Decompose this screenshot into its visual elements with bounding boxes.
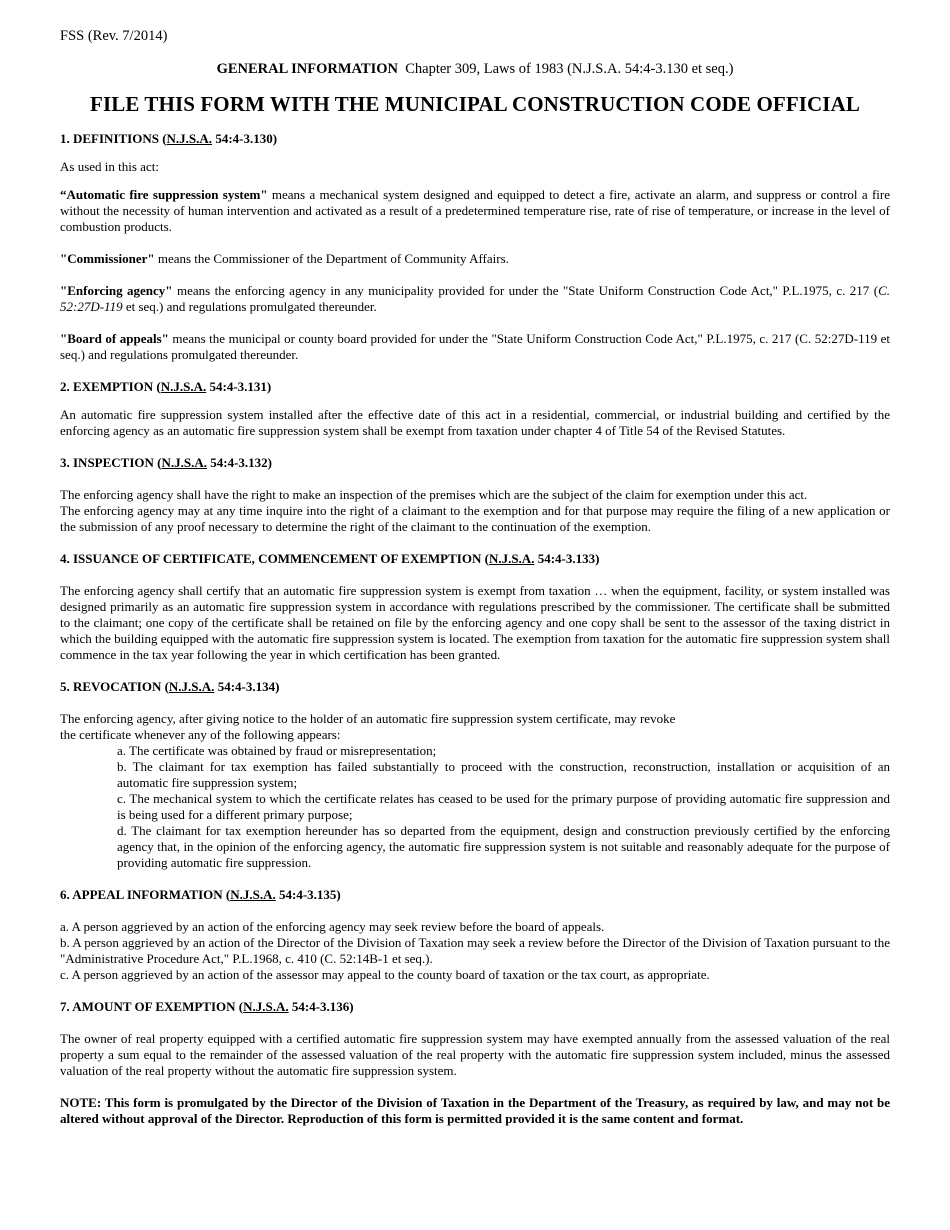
form-body <box>60 131 890 1127</box>
section-5-heading: 5. REVOCATION (N.J.S.A. 54:4-3.134) <box>60 679 280 694</box>
section-4-text: The enforcing agency shall certify that an automatic fire suppression system is exempt from taxation … when the equipment, facility, or system installed was designed primarily as an automatic fire suppression system in accordance with regulations prescribed by the commissioner. The certificate shall be submitted to the claimant; one copy of the certificate shall be retained on file by the enforcing agency and one copy shall be sent to the assessor of the taxing district in which the building equipped with the automatic fire suppression system is located. The exemption from taxation for the automatic fire suppression system shall commence in the tax year following the year in which certification has been granted. <box>60 583 890 662</box>
definition-commissioner: "Commissioner" means the Commissioner of the Department of Community Affairs. <box>60 251 509 266</box>
section-7-text: The owner of real property equipped with a certified automatic fire suppression system may have exempted annually from the assessed valuation of the real property a sum equal to the remainder of the assessed valuation of the real property with the automatic fire suppression system included, minus the assessed valuation of the real property without the automatic fire suppression system. <box>60 1031 890 1078</box>
section-3-line-2: The enforcing agency may at any time inquire into the right of a claimant to the exemption and for that purpose may require the filing of a new application or the submission of any proof necessary to determine the right of the claimant to the continuation of the exemption. <box>60 503 890 534</box>
note: NOTE: This form is promulgated by the Director of the Division of Taxation in the Department of the Treasury, as required by law, and may not be altered without approval of the Director. Reproduction of this form is permitted provided it is the same content and format. <box>60 1095 890 1126</box>
form-id: FSS (Rev. 7/2014) <box>60 28 168 44</box>
appeal-item-a: a. A person aggrieved by an action of the enforcing agency may seek review before the board of appeals. <box>60 919 605 934</box>
section-6-heading: 6. APPEAL INFORMATION (N.J.S.A. 54:4-3.135) <box>60 887 341 902</box>
section-3-line-1: The enforcing agency shall have the right to make an inspection of the premises which are the subject of the claim for exemption under this act. <box>60 487 808 502</box>
appeal-item-b: b. A person aggrieved by an action of the Director of the Division of Taxation may seek a review before the Director of the Division of Taxation pursuant to the "Administrative Procedure Act," P.L.1968, c. 410 (C. 52:14B-1 et seq.). <box>60 935 890 966</box>
section-1-heading: 1. DEFINITIONS (N.J.S.A. 54:4-3.130) <box>60 131 278 146</box>
revocation-item-a: a. The certificate was obtained by fraud or misrepresentation; <box>117 743 437 758</box>
general-information <box>0 61 950 77</box>
revocation-item-b: b. The claimant for tax exemption has failed substantially to proceed with the construction, reconstruction, installation or acquisition of an automatic fire suppression system; <box>117 759 890 790</box>
general-information-label: GENERAL INFORMATION <box>216 61 398 77</box>
appeal-item-c: c. A person aggrieved by an action of the assessor may appeal to the county board of taxation or the tax court, as appropriate. <box>60 967 710 982</box>
definition-enforcing-agency: "Enforcing agency" means the enforcing agency in any municipality provided for under the "State Uniform Construction Code Act," P.L.1975, c. 217 (C. 52:27D-119 et seq.) and regulations promulgated thereunder. <box>60 283 890 314</box>
general-information-text: Chapter 309, Laws of 1983 (N.J.S.A. 54:4-3.130 et seq.) <box>405 61 734 77</box>
definition-board-of-appeals: "Board of appeals" means the municipal or county board provided for under the "State Uniform Construction Code Act," P.L.1975, c. 217 (C. 52:27D-119 et seq.) and regulations promulgated thereunder. <box>60 331 890 362</box>
section-7-heading: 7. AMOUNT OF EXEMPTION (N.J.S.A. 54:4-3.136) <box>60 999 354 1014</box>
revocation-item-c: c. The mechanical system to which the certificate relates has ceased to be used for the primary purpose of providing automatic fire suppression and is being used for a different primary purpose; <box>117 791 890 822</box>
section-5-line-1: The enforcing agency, after giving notice to the holder of an automatic fire suppression system certificate, may revoke <box>60 711 676 726</box>
section-3-heading: 3. INSPECTION (N.J.S.A. 54:4-3.132) <box>60 455 273 470</box>
page-title: FILE THIS FORM WITH THE MUNICIPAL CONSTRUCTION CODE OFFICIAL <box>90 92 860 116</box>
section-1-intro: As used in this act: <box>60 159 159 174</box>
section-2-heading: 2. EXEMPTION (N.J.S.A. 54:4-3.131) <box>60 379 272 394</box>
definition-automatic-fire-suppression-system: “Automatic fire suppression system" means a mechanical system designed and equipped to detect a fire, activate an alarm, and suppress or control a fire without the necessity of human intervention and activated as a result of a predetermined temperature rise, rate of rise of temperature, or increase in the level of combustion products. <box>60 187 891 234</box>
revocation-item-d: d. The claimant for tax exemption hereunder has so departed from the equipment, design and construction previously certified by the enforcing agency that, in the opinion of the enforcing agency, the automatic fire suppression system is not suitable and reasonably adequate for the purpose of providing automatic fire suppression. <box>117 823 890 870</box>
section-2-text: An automatic fire suppression system installed after the effective date of this act in a residential, commercial, or industrial building and certified by the enforcing agency as an automatic fire suppression system shall be exempt from taxation under chapter 4 of Title 54 of the Revised Statutes. <box>60 407 890 438</box>
section-5-line-2: the certificate whenever any of the following appears: <box>60 727 341 742</box>
section-4-heading: 4. ISSUANCE OF CERTIFICATE, COMMENCEMENT OF EXEMPTION (N.J.S.A. 54:4-3.133) <box>60 551 600 566</box>
